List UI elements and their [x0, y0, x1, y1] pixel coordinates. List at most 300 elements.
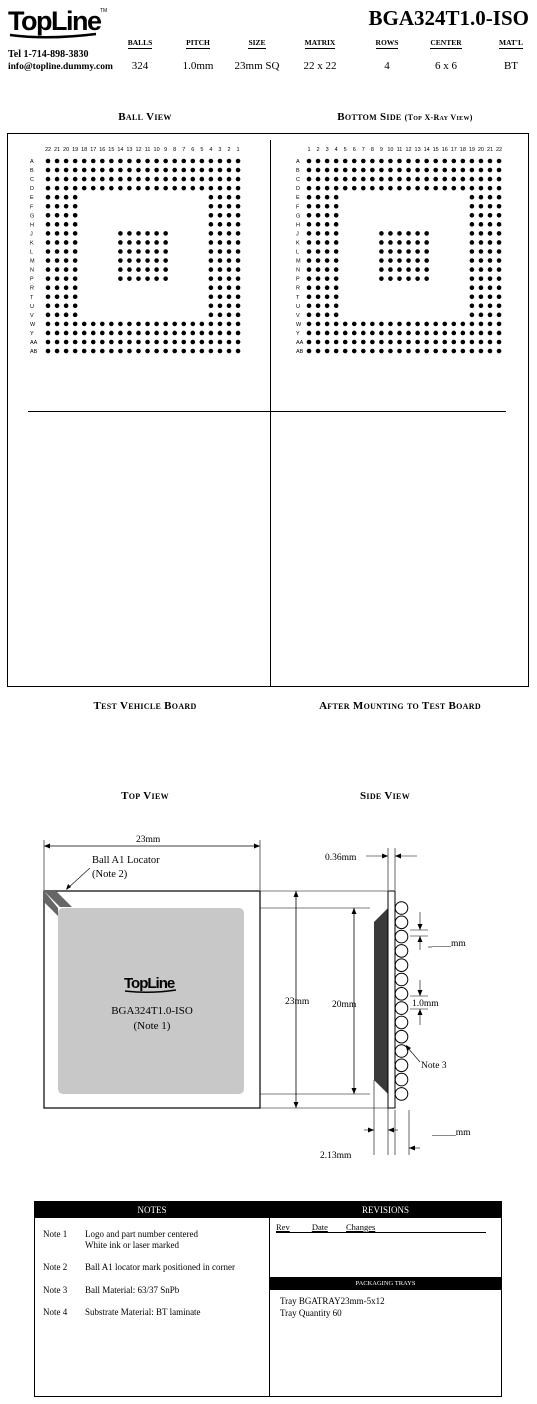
solder-ball [209, 294, 214, 299]
solder-ball [388, 276, 393, 281]
die-molding [374, 908, 388, 1094]
column-label: 18 [459, 147, 466, 153]
solder-ball [307, 340, 312, 345]
solder-ball [397, 168, 402, 173]
solder-ball [379, 258, 384, 263]
solder-ball [181, 349, 186, 354]
solder-ball [415, 231, 420, 236]
solder-ball [343, 186, 348, 191]
column-label: 10 [153, 147, 160, 153]
solder-ball [388, 168, 393, 173]
packaging-tray: Tray BGATRAY23mm-5x12 [280, 1296, 385, 1306]
side-solder-ball [395, 1002, 408, 1015]
column-label: 15 [432, 147, 439, 153]
solder-ball [227, 331, 232, 336]
solder-ball [406, 331, 411, 336]
solder-ball [334, 240, 339, 245]
solder-ball [470, 159, 475, 164]
solder-ball [406, 322, 411, 327]
solder-ball [406, 267, 411, 272]
solder-ball [118, 240, 123, 245]
solder-ball [55, 186, 60, 191]
solder-ball [488, 213, 493, 218]
solder-ball [316, 168, 321, 173]
solder-ball [218, 322, 223, 327]
side-solder-ball [395, 1045, 408, 1058]
side-solder-ball [395, 988, 408, 1001]
solder-ball [55, 258, 60, 263]
solder-ball [181, 177, 186, 182]
row-label: L [296, 249, 300, 256]
solder-ball [325, 222, 330, 227]
solder-ball [497, 186, 502, 191]
solder-ball [154, 231, 159, 236]
row-label: A [296, 159, 300, 165]
solder-ball [488, 267, 493, 272]
solder-ball [316, 285, 321, 290]
solder-ball [91, 159, 96, 164]
solder-ball [73, 340, 78, 345]
top-view-title: Top View [121, 790, 169, 802]
solder-ball [370, 340, 375, 345]
row-label: R [296, 285, 300, 292]
column-label: 1 [307, 147, 311, 153]
solder-ball [73, 195, 78, 200]
solder-ball [145, 168, 150, 173]
solder-ball [307, 204, 312, 209]
solder-ball [497, 159, 502, 164]
solder-ball [307, 195, 312, 200]
side-solder-ball [395, 916, 408, 929]
row-label: G [296, 213, 301, 220]
solder-ball [209, 322, 214, 327]
solder-ball [109, 159, 114, 164]
solder-ball [488, 195, 493, 200]
solder-ball [136, 159, 141, 164]
note-text: Substrate Material: BT laminate [85, 1307, 201, 1317]
solder-ball [424, 249, 429, 254]
solder-ball [227, 204, 232, 209]
solder-ball [209, 349, 214, 354]
solder-ball [316, 267, 321, 272]
note-text: Ball Material: 63/37 SnPb [85, 1285, 180, 1295]
solder-ball [127, 331, 132, 336]
solder-ball [470, 313, 475, 318]
solder-ball [379, 340, 384, 345]
solder-ball [136, 349, 141, 354]
solder-ball [415, 322, 420, 327]
solder-ball [442, 322, 447, 327]
solder-ball [379, 249, 384, 254]
solder-ball [64, 195, 69, 200]
solder-ball [388, 186, 393, 191]
solder-ball [352, 186, 357, 191]
solder-ball [227, 168, 232, 173]
solder-ball [127, 258, 132, 263]
solder-ball [218, 313, 223, 318]
solder-ball [442, 186, 447, 191]
solder-ball [100, 168, 105, 173]
solder-ball [227, 322, 232, 327]
solder-ball [73, 249, 78, 254]
row-label: A [30, 159, 34, 165]
solder-ball [46, 195, 51, 200]
solder-ball [388, 177, 393, 182]
solder-ball [64, 322, 69, 327]
solder-ball [218, 276, 223, 281]
solder-ball [497, 249, 502, 254]
solder-ball [325, 258, 330, 263]
solder-ball [343, 177, 348, 182]
solder-ball [325, 204, 330, 209]
solder-ball [379, 349, 384, 354]
solder-ball [424, 168, 429, 173]
solder-ball [218, 304, 223, 309]
solder-ball [452, 177, 457, 182]
solder-ball [64, 304, 69, 309]
solder-ball [415, 240, 420, 245]
solder-ball [452, 349, 457, 354]
solder-ball [227, 213, 232, 218]
solder-ball [82, 177, 87, 182]
solder-ball [488, 249, 493, 254]
column-label: 12 [405, 147, 412, 153]
side-solder-ball [395, 959, 408, 972]
solder-ball [154, 249, 159, 254]
solder-ball [73, 294, 78, 299]
solder-ball [64, 349, 69, 354]
solder-ball [307, 240, 312, 245]
solder-ball [488, 276, 493, 281]
column-label: 5 [343, 147, 347, 153]
solder-ball [172, 349, 177, 354]
solder-ball [479, 331, 484, 336]
side-balls [395, 902, 408, 1100]
solder-ball [334, 258, 339, 263]
solder-ball [488, 186, 493, 191]
solder-ball [91, 177, 96, 182]
solder-ball [227, 276, 232, 281]
column-label: 14 [117, 147, 124, 153]
column-label: 17 [90, 147, 97, 153]
column-label: 10 [387, 147, 394, 153]
solder-ball [316, 276, 321, 281]
changes-col: Changes [346, 1222, 376, 1232]
solder-ball [325, 168, 330, 173]
solder-ball [415, 340, 420, 345]
solder-ball [488, 177, 493, 182]
solder-ball [118, 340, 123, 345]
solder-ball [118, 186, 123, 191]
solder-ball [227, 285, 232, 290]
spec-label-text: BALLS [127, 38, 153, 47]
column-label: 22 [44, 147, 52, 153]
solder-ball [236, 159, 241, 164]
solder-ball [227, 186, 232, 191]
solder-ball [46, 331, 51, 336]
solder-ball [191, 331, 196, 336]
solder-ball [388, 340, 393, 345]
solder-ball [406, 240, 411, 245]
solder-ball [388, 258, 393, 263]
solder-ball [145, 349, 150, 354]
column-label: 4 [334, 147, 338, 153]
solder-ball [73, 222, 78, 227]
solder-ball [200, 331, 205, 336]
solder-ball [73, 159, 78, 164]
solder-ball [379, 231, 384, 236]
solder-ball [488, 258, 493, 263]
solder-ball [236, 267, 241, 272]
solder-ball [127, 276, 132, 281]
solder-ball [397, 349, 402, 354]
solder-ball [406, 177, 411, 182]
solder-ball [163, 168, 168, 173]
solder-ball [316, 340, 321, 345]
side-solder-ball [395, 945, 408, 958]
solder-ball [82, 340, 87, 345]
solder-ball [352, 331, 357, 336]
solder-ball [191, 340, 196, 345]
column-label: 17 [450, 147, 457, 153]
solder-ball [406, 276, 411, 281]
row-label: J [30, 231, 33, 238]
date-col: Date [311, 1222, 328, 1232]
solder-ball [325, 159, 330, 164]
solder-ball [154, 276, 159, 281]
ball-height-unit: mm [451, 939, 466, 949]
solder-ball [424, 159, 429, 164]
solder-ball [488, 322, 493, 327]
solder-ball [334, 168, 339, 173]
solder-ball [497, 267, 502, 272]
solder-ball [488, 294, 493, 299]
solder-ball [433, 322, 438, 327]
solder-ball [406, 258, 411, 263]
solder-ball [46, 304, 51, 309]
bottom-side-sublabel: (Top X-Ray View) [404, 113, 473, 122]
solder-ball [227, 195, 232, 200]
solder-ball [352, 349, 357, 354]
solder-ball [236, 204, 241, 209]
solder-ball [316, 258, 321, 263]
solder-ball [145, 322, 150, 327]
solder-ball [470, 258, 475, 263]
solder-ball [325, 240, 330, 245]
solder-ball [307, 276, 312, 281]
solder-ball [325, 313, 330, 318]
column-label: 13 [414, 147, 421, 153]
solder-ball [118, 276, 123, 281]
package-part-number: BGA324T1.0-ISO [111, 1005, 193, 1017]
solder-ball [163, 322, 168, 327]
solder-ball [470, 322, 475, 327]
solder-ball [470, 294, 475, 299]
solder-ball [334, 276, 339, 281]
solder-ball [172, 322, 177, 327]
solder-ball [307, 222, 312, 227]
solder-ball [218, 213, 223, 218]
mechanical-drawing [0, 830, 537, 1160]
solder-ball [46, 285, 51, 290]
solder-ball [46, 340, 51, 345]
solder-ball [109, 322, 114, 327]
solder-ball [361, 322, 366, 327]
solder-ball [388, 331, 393, 336]
solder-ball [461, 349, 466, 354]
solder-ball [209, 177, 214, 182]
solder-ball [109, 331, 114, 336]
solder-ball [73, 213, 78, 218]
solder-ball [218, 195, 223, 200]
solder-ball [136, 322, 141, 327]
solder-ball [307, 231, 312, 236]
solder-ball [236, 276, 241, 281]
column-label: 9 [164, 147, 168, 153]
column-label: 3 [325, 147, 329, 153]
column-label: 19 [72, 147, 79, 153]
solder-ball [236, 322, 241, 327]
column-label: 5 [200, 147, 204, 153]
solder-ball [64, 159, 69, 164]
solder-ball [497, 177, 502, 182]
solder-ball [145, 331, 150, 336]
solder-ball [442, 340, 447, 345]
solder-ball [46, 213, 51, 218]
solder-ball [218, 168, 223, 173]
solder-ball [433, 340, 438, 345]
solder-ball [470, 213, 475, 218]
solder-ball [136, 240, 141, 245]
side-20mm-dim: 20mm [332, 1000, 357, 1010]
solder-ball [236, 331, 241, 336]
solder-ball [334, 331, 339, 336]
solder-ball [406, 231, 411, 236]
solder-ball [397, 331, 402, 336]
solder-ball [73, 204, 78, 209]
solder-ball [209, 204, 214, 209]
solder-ball [64, 240, 69, 245]
solder-ball [307, 331, 312, 336]
solder-ball [127, 240, 132, 245]
solder-ball [424, 177, 429, 182]
solder-ball [497, 276, 502, 281]
column-label: 15 [108, 147, 115, 153]
solder-ball [64, 313, 69, 318]
row-label: D [30, 186, 34, 193]
spec-value: 22 x 22 [303, 60, 337, 72]
solder-ball [73, 313, 78, 318]
solder-ball [236, 258, 241, 263]
solder-ball [191, 322, 196, 327]
solder-ball [352, 322, 357, 327]
solder-ball [218, 177, 223, 182]
solder-ball [46, 267, 51, 272]
solder-ball [82, 322, 87, 327]
solder-ball [415, 331, 420, 336]
solder-ball [118, 258, 123, 263]
ball-height-blank: ____mm [432, 939, 466, 949]
solder-ball [479, 267, 484, 272]
solder-ball [82, 168, 87, 173]
solder-ball [154, 159, 159, 164]
solder-ball [370, 322, 375, 327]
solder-ball [154, 240, 159, 245]
solder-ball [236, 313, 241, 318]
solder-ball [55, 276, 60, 281]
solder-ball [55, 213, 60, 218]
solder-ball [64, 177, 69, 182]
solder-ball [227, 267, 232, 272]
solder-ball [227, 240, 232, 245]
solder-ball [479, 222, 484, 227]
solder-ball [334, 285, 339, 290]
solder-ball [316, 231, 321, 236]
solder-ball [388, 349, 393, 354]
solder-ball [442, 177, 447, 182]
solder-ball [55, 313, 60, 318]
solder-ball [46, 249, 51, 254]
solder-ball [470, 204, 475, 209]
solder-ball [424, 349, 429, 354]
solder-ball [55, 168, 60, 173]
solder-ball [488, 204, 493, 209]
solder-ball [145, 340, 150, 345]
solder-ball [55, 249, 60, 254]
top-view-drawing [44, 835, 390, 1108]
solder-ball [91, 331, 96, 336]
note-text: Ball A1 locator mark positioned in corner [85, 1262, 235, 1272]
row-label: J [296, 231, 299, 238]
solder-ball [136, 249, 141, 254]
solder-ball [479, 249, 484, 254]
notes-revisions-table [34, 1201, 502, 1397]
ball-a1-locator-note: (Note 2) [92, 869, 128, 880]
solder-ball [334, 231, 339, 236]
solder-ball [461, 186, 466, 191]
solder-ball [154, 267, 159, 272]
solder-ball [497, 168, 502, 173]
row-label: E [296, 195, 300, 202]
solder-ball [163, 331, 168, 336]
solder-ball [497, 304, 502, 309]
solder-ball [488, 349, 493, 354]
revisions-columns [276, 1222, 486, 1233]
solder-ball [127, 322, 132, 327]
column-label: 20 [63, 147, 70, 153]
solder-ball [397, 322, 402, 327]
solder-ball [334, 304, 339, 309]
solder-ball [497, 195, 502, 200]
row-label: U [30, 303, 34, 310]
column-label: 12 [135, 147, 142, 153]
solder-ball [479, 195, 484, 200]
solder-ball [154, 186, 159, 191]
solder-ball [73, 267, 78, 272]
solder-ball [73, 331, 78, 336]
note-id: Note 4 [43, 1307, 68, 1317]
solder-ball [424, 322, 429, 327]
column-label: 11 [144, 147, 151, 153]
row-label: C [296, 177, 300, 184]
solder-ball [488, 240, 493, 245]
solder-ball [470, 285, 475, 290]
solder-ball [118, 331, 123, 336]
solder-ball [227, 313, 232, 318]
solder-ball [145, 240, 150, 245]
solder-ball [479, 168, 484, 173]
solder-ball [209, 276, 214, 281]
